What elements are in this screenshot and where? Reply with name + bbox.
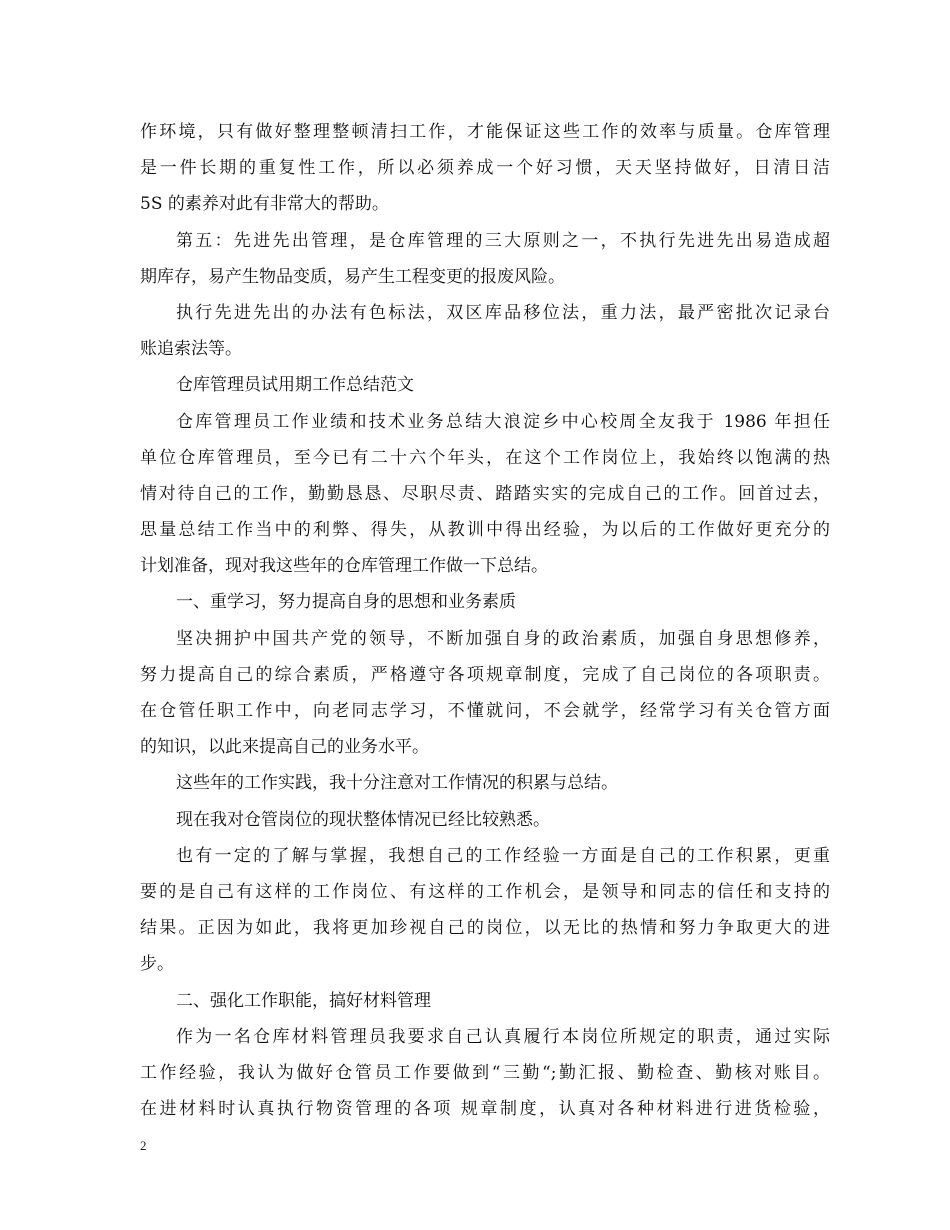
- text-line: 仓库管理员试用期工作总结范文: [176, 375, 414, 396]
- text-line: 坚决拥护中国共产党的领导，不断加强自身的政治素质，加强自身思想修养，: [176, 628, 830, 649]
- text-line: 是一件长期的重复性工作，所以必须养成一个好习惯，天天坚持做好，日清日洁: [140, 158, 830, 179]
- text-line: 在仓管任职工作中，向老同志学习，不懂就问，不会就学，经常学习有关仓管方面: [140, 701, 830, 721]
- page-number: 2: [140, 1138, 147, 1153]
- text-line: 计划准备，现对我这些年的仓库管理工作做一下总结。: [140, 556, 548, 577]
- text-line: 这些年的工作实践，我十分注意对工作情况的积累与总结。: [176, 773, 618, 794]
- text-line: 的知识，以此来提高自己的业务水平。: [140, 737, 429, 758]
- text-line: 在进材料时认真执行物资管理的各项 规章制度，认真对各种材料进行进货检验，: [140, 1099, 830, 1120]
- text-line: 思量总结工作当中的利弊、得失，从教训中得出经验，为以后的工作做好更充分的: [140, 520, 830, 541]
- text-line: 二、强化工作职能，搞好材料管理: [176, 990, 431, 1011]
- text-line: 努力提高自己的综合素质，严格遵守各项规章制度，完成了自己岗位的各项职责。: [140, 664, 830, 685]
- text-line: 工作经验，我认为做好仓管员工作要做到“三勤“;勤汇报、勤检查、勤核对账目。: [140, 1062, 830, 1083]
- text-line: 步。: [140, 954, 174, 975]
- text-line: 单位仓库管理员，至今已有二十六个年头，在这个工作岗位上，我始终以饱满的热: [140, 447, 830, 468]
- text-line: 一、重学习，努力提高自身的思想和业务素质: [176, 592, 516, 613]
- text-line: 作为一名仓库材料管理员我要求自己认真履行本岗位所规定的职责，通过实际: [176, 1026, 830, 1047]
- text-line: 也有一定的了解与掌握，我想自己的工作经验一方面是自己的工作积累，更重: [176, 845, 830, 866]
- text-line: 作环境，只有做好整理整顿清扫工作，才能保证这些工作的效率与质量。仓库管理: [140, 122, 830, 142]
- text-line: 期库存，易产生物品变质，易产生工程变更的报废风险。: [140, 266, 565, 287]
- text-line: 仓库管理员工作业绩和技术业务总结大浪淀乡中心校周全友我于 1986 年担任: [176, 411, 830, 432]
- text-line: 第五：先进先出管理，是仓库管理的三大原则之一，不执行先进先出易造成超: [176, 230, 830, 251]
- text-line: 结果。正因为如此，我将更加珍视自己的岗位，以无比的热情和努力争取更大的进: [140, 918, 830, 939]
- text-line: 执行先进先出的办法有色标法，双区库品移位法，重力法，最严密批次记录台: [176, 302, 830, 323]
- text-line: 5S 的素养对此有非常大的帮助。: [140, 194, 389, 215]
- text-line: 现在我对仓管岗位的现状整体情况已经比较熟悉。: [176, 809, 550, 830]
- text-line: 账追索法等。: [140, 339, 242, 360]
- text-line: 情对待自己的工作，勤勤恳恳、尽职尽责、踏踏实实的完成自己的工作。回首过去，: [140, 483, 830, 504]
- body-text: [140, 114, 830, 1127]
- text-line: 要的是自己有这样的工作岗位、有这样的工作机会，是领导和同志的信任和支持的: [140, 881, 830, 902]
